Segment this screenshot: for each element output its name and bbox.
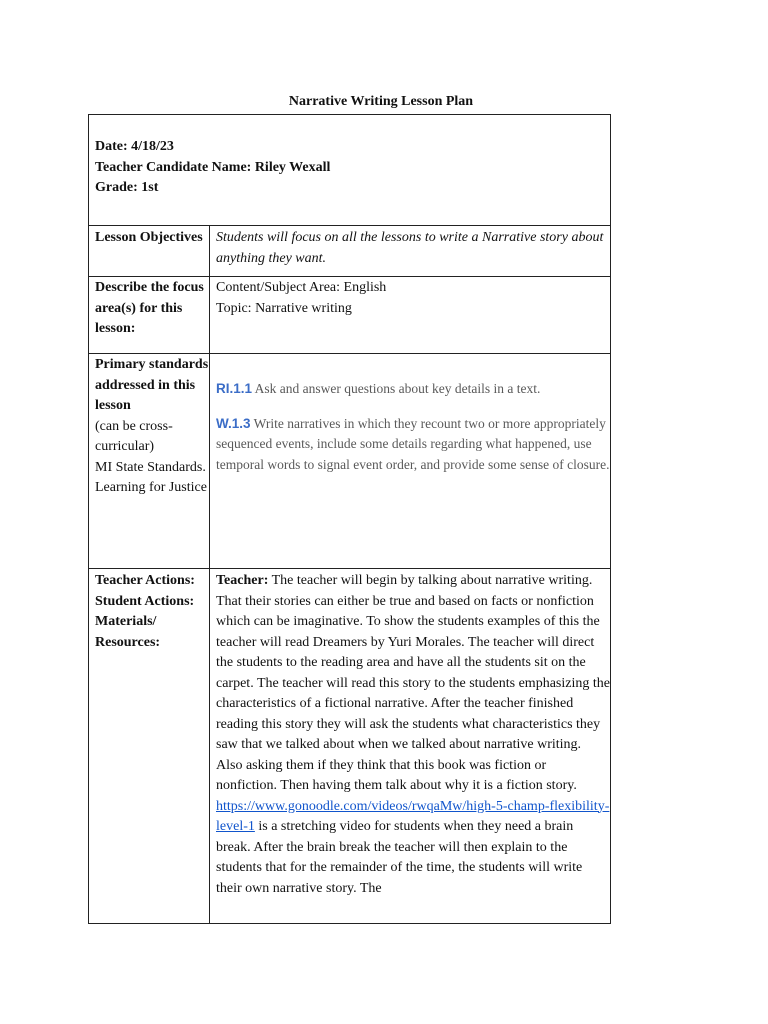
- standards-row: [89, 354, 611, 569]
- standards-label-cell: [89, 354, 210, 569]
- objectives-label-cell: [89, 226, 210, 277]
- actions-label-cell: [89, 569, 210, 924]
- focus-text-cell: [210, 277, 611, 354]
- objectives-text-cell: [210, 226, 611, 277]
- objectives-label: Lesson Objectives: [95, 230, 203, 245]
- focus-label-cell: [89, 277, 210, 354]
- materials-label: Materials/: [95, 614, 157, 629]
- standards-text-cell: [210, 354, 611, 569]
- teacher-actions-label: Teacher Actions:: [95, 573, 195, 588]
- standard-ri-1-1: [216, 355, 610, 400]
- focus-label: Describe the focus area(s) for this lesson:: [95, 280, 204, 336]
- gonoodle-video-link[interactable]: https://www.gonoodle.com/videos/rwqaMw/high-5-champ-flexibility-level-1: [216, 798, 610, 834]
- standards-note-learning-for-justice: Learning for Justice: [95, 480, 207, 495]
- teacher-name-line: Teacher Candidate Name: Riley Wexall: [95, 159, 331, 175]
- document-title: Narrative Writing Lesson Plan: [288, 94, 474, 109]
- date-line: Date: 4/18/23: [95, 139, 174, 154]
- grade-line: Grade: 1st: [95, 180, 159, 195]
- standard-code: RI.1.1: [216, 381, 253, 396]
- lesson-plan-table: [88, 114, 611, 924]
- actions-text-cell: [210, 569, 611, 924]
- header-row: [89, 115, 611, 226]
- standard-description: Write narratives in which they recount two or more appropriately sequenced events, include some details regarding what happened, use temporal words to signal event order, and provide some sense of closure.: [216, 415, 610, 472]
- header-cell: [89, 115, 611, 226]
- standard-code: W.1.3: [216, 415, 251, 431]
- actions-text-part1: The teacher will begin by talking about narrative writing. That their stories can either be true and based on facts or nonfiction which can be imaginative. To show the students examples of this the teacher will read Dreamers by Yuri Morales. The teacher will direct the students to the reading area and have all the students sit on the carpet. The teacher will read this story to the students emphasizing the characteristics of a fictional narrative. After the teacher finished reading this story they will ask the students what characteristics they saw that we talked about when we talked about narrative writing. Also asking them if they think that this book was fiction or nonfiction. Then having them talk about why it is a fiction story.: [216, 573, 610, 793]
- objectives-row: [89, 226, 611, 277]
- focus-row: [89, 277, 611, 354]
- focus-topic: Topic: Narrative writing: [216, 300, 352, 316]
- actions-row: [89, 569, 611, 924]
- standard-w-1-3: [216, 414, 610, 476]
- standard-description: Ask and answer questions about key details in a text.: [254, 381, 541, 396]
- objectives-text: Students will focus on all the lessons to write a Narrative story about anything they want.: [216, 230, 604, 266]
- student-actions-label: Student Actions:: [95, 593, 195, 609]
- standards-note-cross-curricular: (can be cross-curricular): [95, 418, 173, 454]
- resources-label: Resources:: [95, 634, 161, 650]
- focus-subject: Content/Subject Area: English: [216, 280, 387, 295]
- standards-label: Primary standards addressed in this lesson: [95, 357, 209, 413]
- actions-text-part2: is a stretching video for students when they need a brain break. After the brain break the teacher will then explain to the students that for the remainder of the time, the students will write their own narrative story. The: [216, 819, 583, 896]
- teacher-prefix: Teacher:: [216, 573, 269, 588]
- standards-note-mi-state: MI State Standards.: [95, 459, 206, 475]
